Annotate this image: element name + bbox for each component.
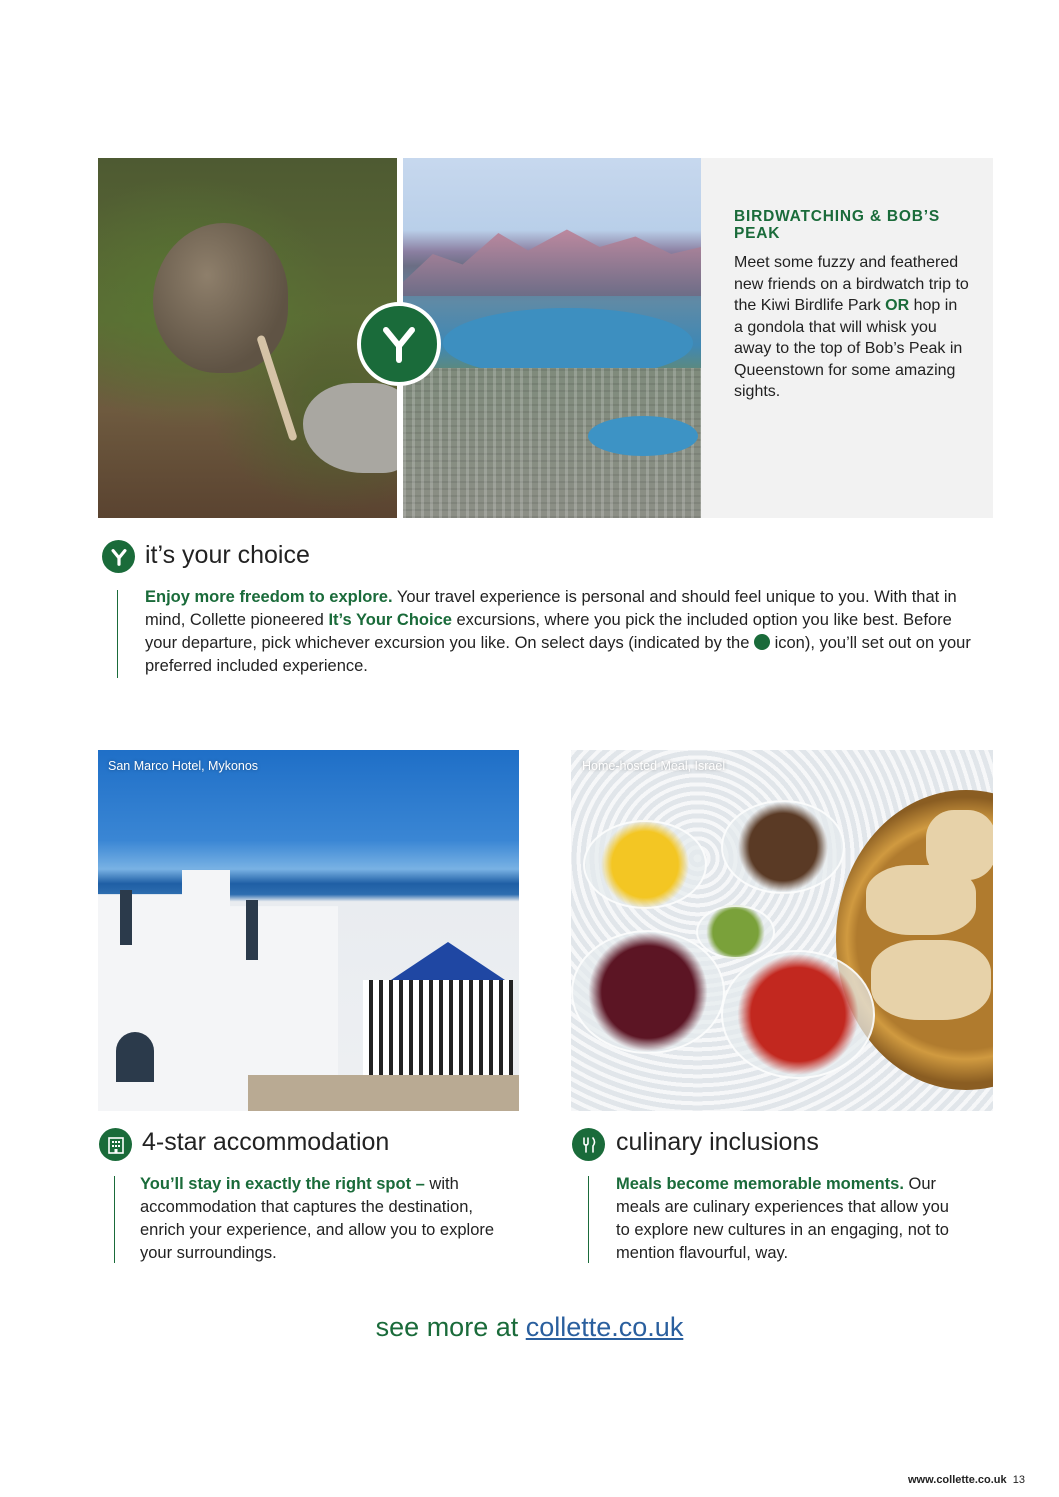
culinary-rule <box>588 1176 589 1263</box>
hotel-caption: San Marco Hotel, Mykonos <box>108 759 259 773</box>
feature-or: OR <box>885 297 910 314</box>
its-your-choice-badge-icon <box>357 302 441 386</box>
see-more-line <box>0 1312 1059 1343</box>
fork-knife-icon <box>572 1128 605 1161</box>
page-number: 13 <box>1012 1474 1025 1486</box>
choice-rule <box>117 590 118 678</box>
culinary-text <box>616 1173 961 1265</box>
pavilion <box>363 980 513 1080</box>
accommodation-title: 4-star accommodation <box>142 1128 390 1156</box>
window <box>120 890 132 945</box>
culinary-title: culinary inclusions <box>616 1128 819 1156</box>
accommodation-body: with accommodation that captures the destination, enrich your experience, and allow you to explore your surroundings. <box>140 1175 495 1262</box>
choice-text-2: excursions, where you pick the included option you like best. Before your departure, pick whichever excursion you like. On select days (indicated by the <box>145 611 952 652</box>
accommodation-lead: You’ll stay in exactly the right spot – <box>140 1175 425 1193</box>
footer-site: www.collette.co.uk <box>908 1474 1007 1486</box>
bread <box>871 940 991 1020</box>
feature-body <box>734 252 969 403</box>
page-footer <box>850 1474 1025 1486</box>
choice-lead: Enjoy more freedom to explore. <box>145 588 393 606</box>
hotel-photo <box>98 750 519 1111</box>
choice-brand: It’s Your Choice <box>328 611 452 629</box>
queenstown-photo <box>403 158 701 518</box>
accommodation-text <box>140 1173 500 1265</box>
feature-body-text-2: hop in a gondola that will whisk you away to the top of Bob’s Peak in Queenstown for some amazing sights. <box>734 297 963 400</box>
collette-link[interactable]: collette.co.uk <box>525 1312 684 1342</box>
bowl <box>721 950 875 1079</box>
choice-text <box>145 586 975 678</box>
building-glyph-icon <box>107 1136 125 1154</box>
choice-text-1: Your travel experience is personal and should feel unique to you. With that in mind, Collette pioneered <box>145 588 957 629</box>
bowl <box>583 820 707 909</box>
bowl <box>721 800 845 894</box>
accommodation-rule <box>114 1176 115 1263</box>
building-icon <box>99 1128 132 1161</box>
choice-text-3: icon), you’ll set out on your preferred included experience. <box>145 634 971 675</box>
its-your-choice-icon <box>102 540 135 573</box>
see-more-prefix: see more at <box>375 1312 526 1342</box>
feature-title: BIRDWATCHING & BOB’S PEAK <box>734 208 941 242</box>
food-caption: Home-hosted Meal, Israel <box>582 759 726 773</box>
pavilion-roof <box>388 942 508 982</box>
food-photo <box>571 750 993 1111</box>
lake-bay <box>588 416 698 456</box>
kiwi-photo <box>98 158 397 518</box>
choice-title: it’s your choice <box>145 541 310 569</box>
culinary-body: Our meals are culinary experiences that allow you to explore new cultures in an engaging, not to mention flavourful, way. <box>616 1175 949 1262</box>
bread <box>926 810 993 880</box>
bowl <box>696 905 775 959</box>
terrace-floor <box>248 1075 519 1111</box>
culinary-lead: Meals become memorable moments. <box>616 1175 904 1193</box>
y-fork-icon-small <box>109 547 129 567</box>
kiwi-beak <box>256 334 298 441</box>
feature-body-text: Meet some fuzzy and feathered new friends on a birdwatch trip to the Kiwi Birdlife Park <box>734 254 969 314</box>
window <box>246 900 258 960</box>
mountains <box>403 226 701 296</box>
window <box>116 1032 154 1082</box>
inline-choice-icon <box>754 634 770 650</box>
fork-knife-glyph-icon <box>580 1136 598 1154</box>
y-fork-icon <box>377 322 421 366</box>
bowl <box>571 930 725 1054</box>
rock <box>303 383 397 473</box>
